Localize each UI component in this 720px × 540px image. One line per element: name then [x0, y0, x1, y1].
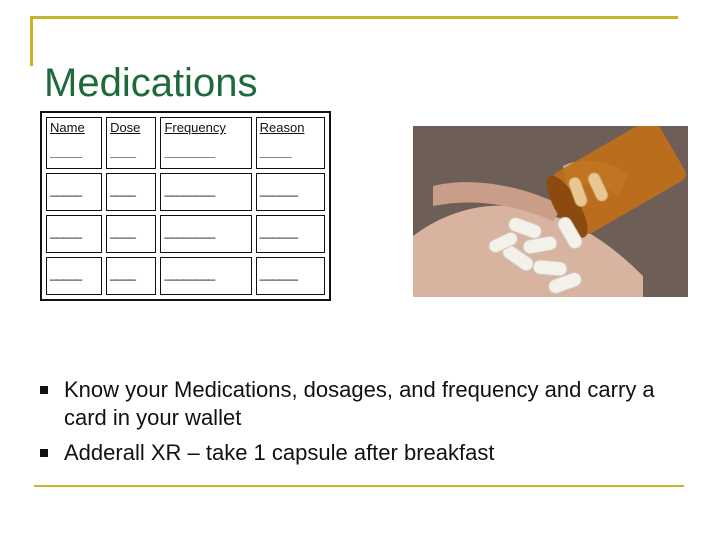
table-cell: ______ — [256, 215, 325, 253]
frame-top-rule — [30, 16, 678, 19]
bullet-text: Adderall XR – take 1 capsule after breakfast — [64, 440, 495, 465]
medication-table — [40, 111, 331, 301]
frame-left-rule — [30, 16, 33, 66]
column-header-label: Reason — [259, 120, 305, 135]
column-header-blank: _____ — [259, 144, 291, 159]
table-cell: ______ — [256, 173, 325, 211]
table-row — [46, 257, 325, 295]
bullet-item — [40, 439, 680, 467]
pills-photo — [413, 126, 688, 297]
table-header-row — [46, 117, 325, 169]
square-bullet-icon — [40, 386, 48, 394]
table-cell: _____ — [46, 215, 102, 253]
pills-illustration — [413, 126, 688, 297]
column-header-dose — [106, 117, 156, 169]
column-header-blank: ____ — [110, 144, 135, 159]
table-cell: _____ — [46, 257, 102, 295]
table-cell: ____ — [106, 215, 156, 253]
column-header-label: Frequency — [164, 120, 226, 135]
column-header-blank: ________ — [164, 144, 215, 159]
table-cell: ________ — [160, 257, 251, 295]
table-row — [46, 215, 325, 253]
column-header-label: Name — [50, 120, 85, 135]
table-cell: ______ — [256, 257, 325, 295]
frame-bottom-rule — [34, 485, 684, 487]
table-row — [46, 173, 325, 211]
square-bullet-icon — [40, 449, 48, 457]
table-cell: ________ — [160, 173, 251, 211]
bullet-item — [40, 376, 680, 432]
column-header-reason — [256, 117, 325, 169]
column-header-name — [46, 117, 102, 169]
bullet-list — [40, 376, 680, 474]
column-header-blank: _____ — [50, 144, 82, 159]
slide-title: Medications — [44, 61, 258, 105]
column-header-frequency — [160, 117, 251, 169]
table-cell: ____ — [106, 173, 156, 211]
table-cell: ____ — [106, 257, 156, 295]
column-header-label: Dose — [110, 120, 141, 135]
table-cell: ________ — [160, 215, 251, 253]
bullet-text: Know your Medications, dosages, and frequency and carry a card in your wallet — [64, 377, 655, 430]
table-cell: _____ — [46, 173, 102, 211]
